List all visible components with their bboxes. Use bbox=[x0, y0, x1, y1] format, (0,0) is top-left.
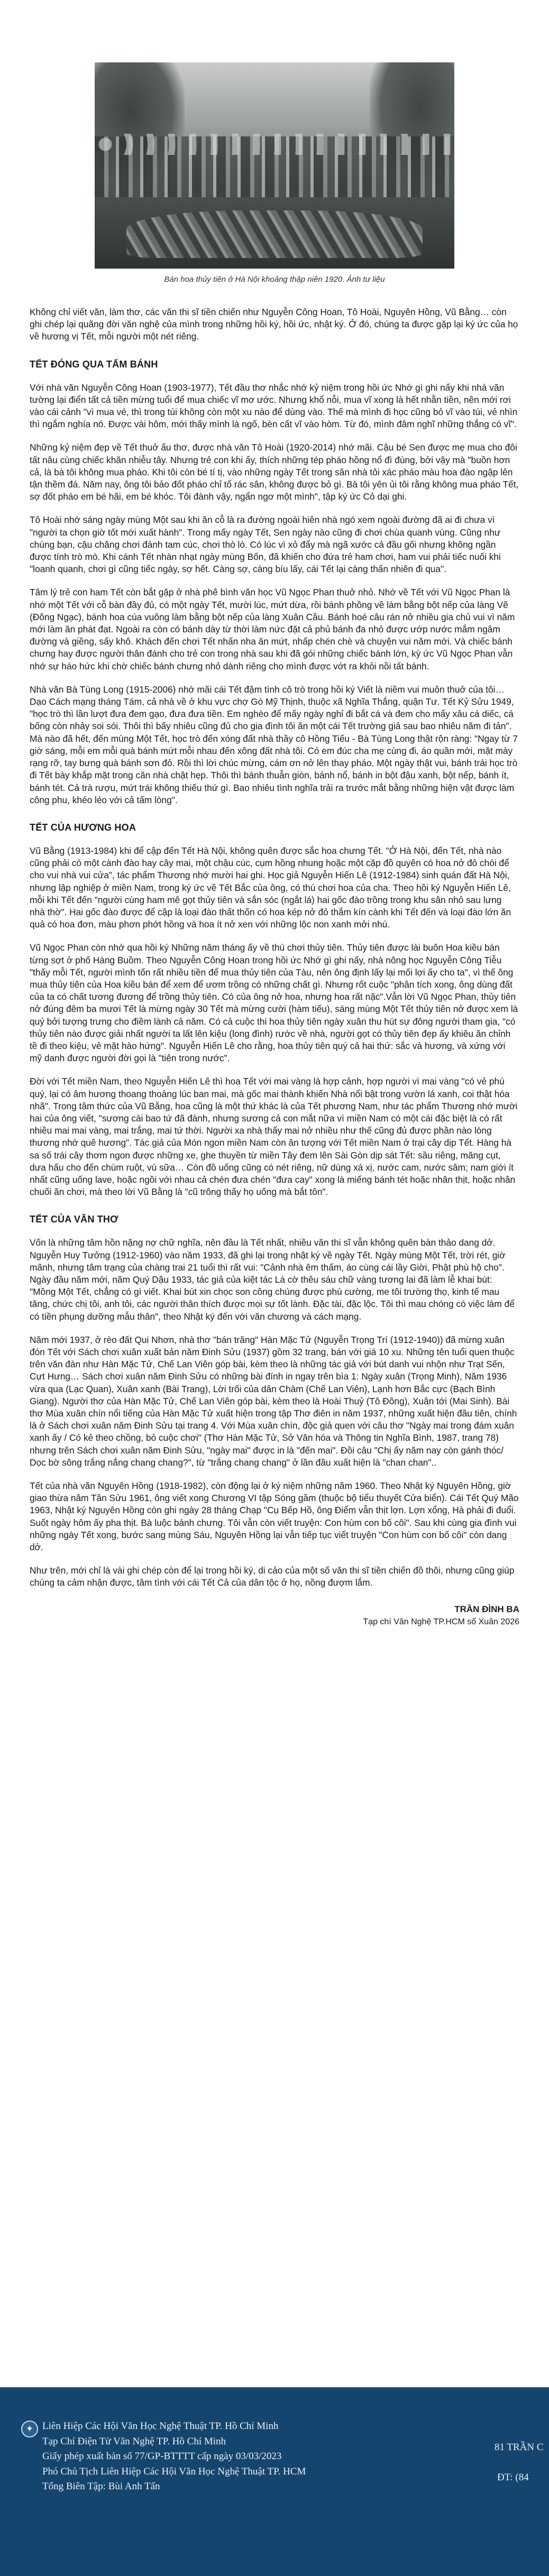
paragraph: Vũ Bằng (1913-1984) khi để cập đến Tết Hà Nội, không quên được sắc hoa chưng Tết. "Ở Hà Nội, đến Tết, nhà nào cũng phải có một cành đào hay cây mai, một chậu cúc, cụm hồng nhung hoặc một cặp đồ quyên có hoa nở đỏ chói để cho vui nhà vui cửa", tác phẩm Thương nhớ mười hai ghi. Học giả Nguyễn Hiến Lê (1912-1984) sinh quán đất Hà Nội, nhưng lập nghiệp ở miền Nam, trong ký ức về Tết Bắc của ông, có thú chơi hoa của cha. Theo hồi ký Nguyễn Hiến Lê, mỗi khi Tết đến "người cùng ham mê gọt thủy tiên và sắn sóc (ngắt lá) hai gốc đào trồng trong khu sân nhỏ sau lưng nhà thờ". Hai gốc đào được để cập là loại đào thất thốn có hoa kép nở đỏ thắm kín cành khi Tết đến và loại đào lớn ăn quả có hoa đơn, màu phơn phớt hồng và hoa ít nở xen với những lộc non xanh mởi nhú. bbox=[30, 845, 511, 930]
footer-info bbox=[42, 2419, 306, 2495]
footer-address: 81 TRẦN C bbox=[495, 2442, 544, 2453]
section-heading: TẾT CỦA HƯƠNG HOA bbox=[30, 822, 136, 833]
footer-line-association: Liên Hiệp Các Hội Văn Học Nghệ Thuật TP. Hồ Chí Minh bbox=[42, 2421, 279, 2432]
footer-phone: ĐT: (84 bbox=[497, 2472, 529, 2483]
site-footer bbox=[0, 2387, 549, 2576]
author-name: TRẦN ĐÌNH BA bbox=[454, 1604, 519, 1614]
photo-caption: Bán hoa thủy tiên ở Hà Nội khoảng thập niên 1920. Ảnh tư liệu bbox=[164, 275, 385, 284]
section-heading: TẾT CỦA VĂN THƠ bbox=[30, 1214, 118, 1225]
paragraph: Tâm lý trẻ con ham Tết còn bắt gặp ở nhà phê bình văn học Vũ Ngọc Phan thuở nhỏ. Nhớ về Tết với Vũ Ngọc Phan là nhớ một Tết với cỗ bàn đầy đủ, có một ngày Tết, mười lúc, mứt dừa, rồi bánh phồng về làm bằng bột nếp của làng Vẽ (Đông Ngạc), bánh hoa cúa vuông làm bằng bột nếp của làng Xuân Cầu. Bánh hoé câu rán nở nhiều gia chủ vui vì năm mới làm ăn phát đạt. Ngoài ra còn có bánh dày từ thời làm nức đặt cả phủ bánh đa nhỏ được ướp nước mắm ngâm đường và giềng, sấy khô. Khách đến chơi Tết nhấn nha ăn mứt, nhấp chén chè và chuyện vui năm mới. Và chiếc bánh chưng hay được người thân đánh cho trẻ con trong nhà sau khi đã gói những chiếc bánh lớn, kỳ ức Vũ Ngọc Phan vẫn nhớ sự háo hức khi chờ chiếc bánh chưng nhỏ dành riêng cho mình được vớt ra khỏi nồi tất bánh. bbox=[30, 587, 515, 671]
paragraph: Như trên, mới chỉ là vài ghi chép còn để lại trong hồi ký, di cảo của một số văn thi sĩ tiền chiến đồ thôi, nhưng cũng giúp chúng ta cảm nhận được, tâm tình với cái Tết Cả của dân tộc ở họ, nồng đượm lắm. bbox=[30, 1565, 515, 1588]
paragraph: Với nhà văn Nguyễn Công Hoan (1903-1977), Tết đầu thơ nhắc nhớ kỷ niệm trong hồi ức Nhớ gì ghi nấy khi nhà văn tường lại điển tất cả tiền mừng tuổi để mua chiếc vĩ mơ ước. Nhưng khổ nỗi, mua vĩ xong là hết nhẵn tiền, nên mới rơi vào cái cảnh "vì mua vé, thì trong túi không còn một xu nào để dùng vào. Thế mà mình đi học cũng bỏ vĩ vào túi, vẻ nhìn thì ngắm nghía nó. Được vài hôm, mới thấy mình là ngố, bèn cất vĩ vào hòm. Từ đó, mình đâm nghĩ những thắng có vĩ". bbox=[30, 382, 518, 430]
association-logo-icon[interactable]: ✦ bbox=[21, 2421, 38, 2437]
article-photo bbox=[95, 62, 454, 269]
intro-paragraph: Không chỉ viết văn, làm thơ, các văn thi sĩ tiền chiến như Nguyễn Công Hoan, Tô Hoài, Nguyên Hồng, Vũ Bằng… còn ghi chép lại quãng đời văn nghệ của mình trong những hồi ký, hồi ức, nhật ký. Ở đó, chúng ta được gặp lại ký ức của họ về hương vị Tết, mỗi người một nét riêng. bbox=[30, 307, 518, 342]
paragraph: Những kỷ niệm đẹp về Tết thuở ấu thơ, được nhà văn Tô Hoài (1920-2014) nhớ mãi. Cậu bé Sen được mẹ mua cho đôi tất nâu cùng chiếc khăn nhiễu tây. Nhưng trẻ con khi ấy, thích những tép pháo hồng nổ đì đùng, bởi vậy mà "buồn hơn cả, là bà tôi không mua pháo. Khi tôi còn bé tí tị, vào những ngày Tết trong sân nhà tôi xác pháo màu hoa đào ngập lên tận thềm đá. Năm nay, ông tôi bảo đốt pháo chỉ tổ rác sân, không được bỏ gì. Bà tôi yên ủi tôi rằng không mua pháo Tết, sợ đốt pháo em bé hãi, em bé khóc. Tôi đành vậy, ngẩn ngơ một mình", tập ký ức Cỏ dại ghi. bbox=[30, 442, 519, 502]
paragraph: Vốn là những tâm hồn nặng nợ chữ nghĩa, nên đầu là Tết nhất, nhiều văn thi sĩ vẫn không quên bàn thảo dang dở. Nguyễn Huy Tưởng (1912-1960) vào năm 1933, đã ghi lại trong nhật ký về ngày Tết. Ngày mùng Một Tết, trời rét, giờ mãnh, nhưng tâm trạng của chàng trai 21 tuổi thì rất vui: "Cảnh nhà êm thấm, áo cùng cái lầy Giời, Phật phù hộ cho". Ngày đầu năm mới, năm Quý Dậu 1933, tác giả của kiệt tác Lá cờ thêu sáu chữ vàng tương lai đã làm lễ khai bút: "Mồng Một Tết, chẳng có gì viết. Khai bút xin chọc son công chúng được phù cường, me tôi trường thọ, kinh tế mau tăng, chức chị tôi, anh tôi, các người thân thích được mọi sự tốt lành. Đặc tài, đặc lộc. Tôi thì mau chóng có việc làm để có tiền phụng dưỡng mẫu thân", theo Nhật ký đến với văn chương và cách mạng. bbox=[30, 1237, 515, 1322]
paragraph: Năm mới 1937, ở rèo đất Qui Nhơn, nhà thơ "bán trăng" Hàn Mặc Tử (Nguyễn Trọng Trí (1912-1940)) đã mừng xuân đón Tết với Sách chơi xuân xuất bản năm Đinh Sửu (1937) gồm 32 trang, bán với giá 10 xu. Những tên tuổi quen thuộc trên văn đàn như Hàn Mặc Tử, Chế Lan Viên góp bài, kèm theo là những tác giả với bút danh vui nhộn như Trạt Sến, Cựt Hưng… Sách chơi xuân năm Đinh Sửu có những bài đính in ngay trên bìa 1: Ngày xuân (Trọng Minh), Năm 1936 vừa qua (Lạc Quan), Xuân xanh (Bài Trang), Lời trối của dân Chàm (Chế Lan Viên), Lạnh hơn Bắc cực (Bạch Bình Giang). Người thơ của Hàn Mặc Tử, Chế Lan Viên góp bài, kèm theo là Hoài Thuỷ (Tô Đông), Xuân tới (Mai Sinh). Bài thơ Mùa xuân chín nổi tiếng của Hàn Mặc Tử xuất hiện trong tập Thơ điên in năm 1937, những xuất hiện đầu tiên, chính là ở Sách chơi xuân năm Đinh Sửu tại trang 4. Với Mùa xuân chín, độc giả quen với câu thơ "Ngày mai trong đám xuân xanh ấy / Có kẻ theo chồng, bỏ cuộc chơi" (Thơ Hàn Mặc Tử, Sở Văn hóa và Thông tin Nghĩa Bình, 1987, trang 78) nhưng trên Sách chơi xuân năm Đinh Sửu, "ngày mai" được in là "đến mai". Đồi câu "Chị ấy năm nay còn gánh thóc/ Dọc bờ sông trắng nắng chang chang?", từ "trắng chang chang" ở lần đầu xuất hiện là "chan chan".. bbox=[30, 1334, 517, 1468]
paragraph: Tết của nhà văn Nguyên Hồng (1918-1982), còn động lại ở ký niệm những năm 1960. Theo Nhật ký Nguyên Hồng, giờ giao thừa năm Tân Sửu 1961, ông viết xong Chương VI tập Sóng gầm (thuộc bộ tiểu thuyết Cửa biển). Cái Tết Quý Mão 1963, Nhật ký Nguyên Hồng còn ghi ngày 28 tháng Chạp "Cụ Bếp Hồ, ông Điểm vẫn thịt lợn. Lợn xổng, Hà phải đi đuổi. Suốt ngày hôm ấy pha thịt. Bà luộc bánh chưng. Tôi vẫn còn viết truyện: Con hùm con bố côi". Sau khi cùng gia đình vui những ngày Tết xong, bước sang mùng Sáu, Nguyên Hồng lại vẫn tiếp tục viết truyện "Con hùm con bố côi" còn dang dở. bbox=[30, 1480, 519, 1553]
paragraph: Nhà văn Bà Tùng Long (1915-2006) nhớ mãi cái Tết đậm tình cô trò trong hồi ký Viết là niềm vui muôn thuở của tôi… Dạo Cách mạng tháng Tám, cả nhà về ở khu vực chợ Gò Mỹ Thịnh, thuộc xã Nghĩa Thắng, quận Tư. Tết Kỷ Sửu 1949, "học trò thì lần lượt đưa đem gạo, đưa đưa tiền. Em nghèo để mấy ngày nghỉ đi bắt cá và đem cho mấy xâu cá diếc, cá bống còn nhảy soi sói. Thôi thì bấy nhiêu cũng đủ cho gia đình tôi ăn một cái Tết trường giả sau bao nhiêu năm đi tản". Mà nào đã hết, đến mùng Một Tết, học trò đến xóng đất nhà thầy cô Hồng Tiếu - Bà Tùng Long thật rộn ràng: "Ngay từ 7 giờ sáng, mỗi em mỗi quà bánh mứt mỗi nhau đến xông đất nhà tôi. Có em đúc cha mẹ cùng đi, áo quần mới, mặt mày rạng rỡ, tay bưng quà bánh sơn đỏ. Rồi thì lời chúc mừng, cám ơn nở lên thay pháo. Một ngày thật vui, bánh trái học trò đi Tết bày khắp mặt trong căn nhà chật hẹp. Thôi thì bánh thuẫn giòn, bánh nổ, bánh in bột đậu xanh, bột nếp, bánh ít, bánh tét. Cả trà rượu, mứt trái không thiếu thứ gì. Bao nhiêu tình nghĩa trải ra trước mắt bằng những hiện vật được làm công phu, khéo léo với cả tấm lòng". bbox=[30, 684, 518, 805]
source-note: Tạp chí Văn Nghệ TP.HCM số Xuân 2026 bbox=[363, 1617, 519, 1626]
paragraph: Tô Hoài nhớ sáng ngày mùng Một sau khi ăn cỗ là ra đường ngoài hiên nhà ngó xem ngoài đường đã ai đi chưa vì "người ta chọn giờ tốt mới xuất hành". Trong mấy ngày Tết, Sen ngày nào cũng đi chơi chùa quanh vùng. Cũng như chúng bạn, cậu chăng chơi đánh tam cúc, chơi thò lò. Có lúc vì xỏ đẩy mà ngã xước cả đầu gối nhưng không ngần được tính trò mò. Khi cánh Tết nhàn nhạt ngày mùng Bốn, đã khiến cho đứa trẻ ham chơi, ham vui phải tiếc nuối khi "loanh quanh, chơi gì cũng tiếc ngày, sợ hết. Càng sợ, càng bíu lấy, cái Tết lại càng thấn nhiên đi qua". bbox=[30, 514, 501, 575]
footer-line-magazine: Tạp Chí Điện Tử Văn Nghệ TP. Hồ Chí Minh bbox=[42, 2435, 226, 2447]
paragraph: Vũ Ngọc Phan còn nhớ qua hồi ký Những năm tháng ấy về thú chơi thủy tiên. Thủy tiên được lài buôn Hoa kiều bán từng sợt ở phố Hàng Buồm. Theo Nguyễn Công Hoan trong hồi ức Nhớ gì ghi nấy, nhà nông học Nguyễn Công Tiễu "thấy mỗi Tết, người mình tốn rất nhiều tiền để mua thủy tiên của Tàu, nên ông định lấy lại mối lợi ấy cho ta", vì thế ông mua thủy tiên của Hoa kiều bán để xem để ươm trồng có những chất gì. Nhưng rốt cuộc "phân tích xong, ông dùng đất của ta có chất tương đương để trồng thủy tiên. Có của ông nở hoa, nhưng hoa rất nặc".Vẫn lời Vũ Ngọc Phan, thủy tiên nở đúng đêm ba mươi Tết là mừng ngày 30 Tết mà mừng cười (hàm tiếu), sáng mùng Một Tết thủy tiên nở được xem là quý bởi tượng trưng cho điềm lành cả năm. Có cả cuộc thi hoa thủy tiên ngày xuân thu hút sự đông người tham gia, "có thủy tiên nào được giải nhất người ta lất lên kiệu (long đình) rước về nhà, người gọt có thủy tiên đẹp ấy khiêu ăn chỉnh tề đi theo kiệu, vẻ mặt hào hứng". Nguyễn Hiến Lê cho rằng, hoa thủy tiên quý cả hai thứ: sắc và hương, và xứng với mỹ danh được người đời gọi là "tiên trong nước". bbox=[30, 942, 518, 1064]
photo-hats bbox=[95, 134, 454, 155]
section-heading: TẾT ĐÓNG QUA TẤM BÁNH bbox=[30, 358, 158, 370]
signature bbox=[30, 1603, 519, 1629]
footer-line-license: Giấy phép xuất bản số 77/GP-BTTTT cấp ngày 03/03/2023 bbox=[42, 2451, 282, 2462]
footer-line-editor: Tổng Biên Tập: Bùi Anh Tấn bbox=[42, 2481, 160, 2492]
photo-flower-baskets bbox=[126, 210, 423, 258]
footer-line-vice-president: Phó Chủ Tịch Liên Hiệp Các Hội Văn Học Nghệ Thuật TP. HCM bbox=[42, 2465, 306, 2477]
paragraph: Đời với Tết miền Nam, theo Nguyễn Hiến Lê thì hoa Tết với mai vàng là hợp cảnh, hợp người vì mai vàng "có vẻ phú quý, lại có âm hương thoang thoảng lúc ban mai, mà gốc mai thành khiến Nhà nổi bật trong vườn lá xanh, coi thật hóa nhã". Trong tâm thức của Vũ Bằng, hoa cũng là một thứ khác là của Tết phương Nam, như tác phẩm Thương nhớ mười hai của ông viết, "sương cài bao tứ đã đành, nhưng sương cả con mắt nữa vì miền Nam có một cái đặc biệt là có rất nhiều mai mai vàng, mai trắng, mai tứ thời. Người xa nhà thấy mai nở nhiều như thế cũng đủ được phần nào lòng thương nhớ quê hương". Tác giả của Món ngon miền Nam còn ân tượng với Tết miền Nam ở trại cây dịp Tết. Hàng hà sa số trái cây thơm ngon được những xe, ghe thuyền từ miền Tây đem lên Sài Gòn dịp sát Tết: sầu riêng, măng cụt, dưa hấu cho đến chùm ruột, vú sữa… Còn đồ uống cũng có nét riêng, nữ dùng xá xị, nước cam, nước sâm; nam giới ít nhất cũng uống lave, hoặc ngồi với nhau cả chén đưa chén "đưa cay" xong là miếng bánh tét hoặc nhân thịt, hoặc nhân chuối ăn chơi, mà theo lời Vũ Bằng là "cũ trông thấy họ uống mà bắt tôn". bbox=[30, 1076, 518, 1198]
